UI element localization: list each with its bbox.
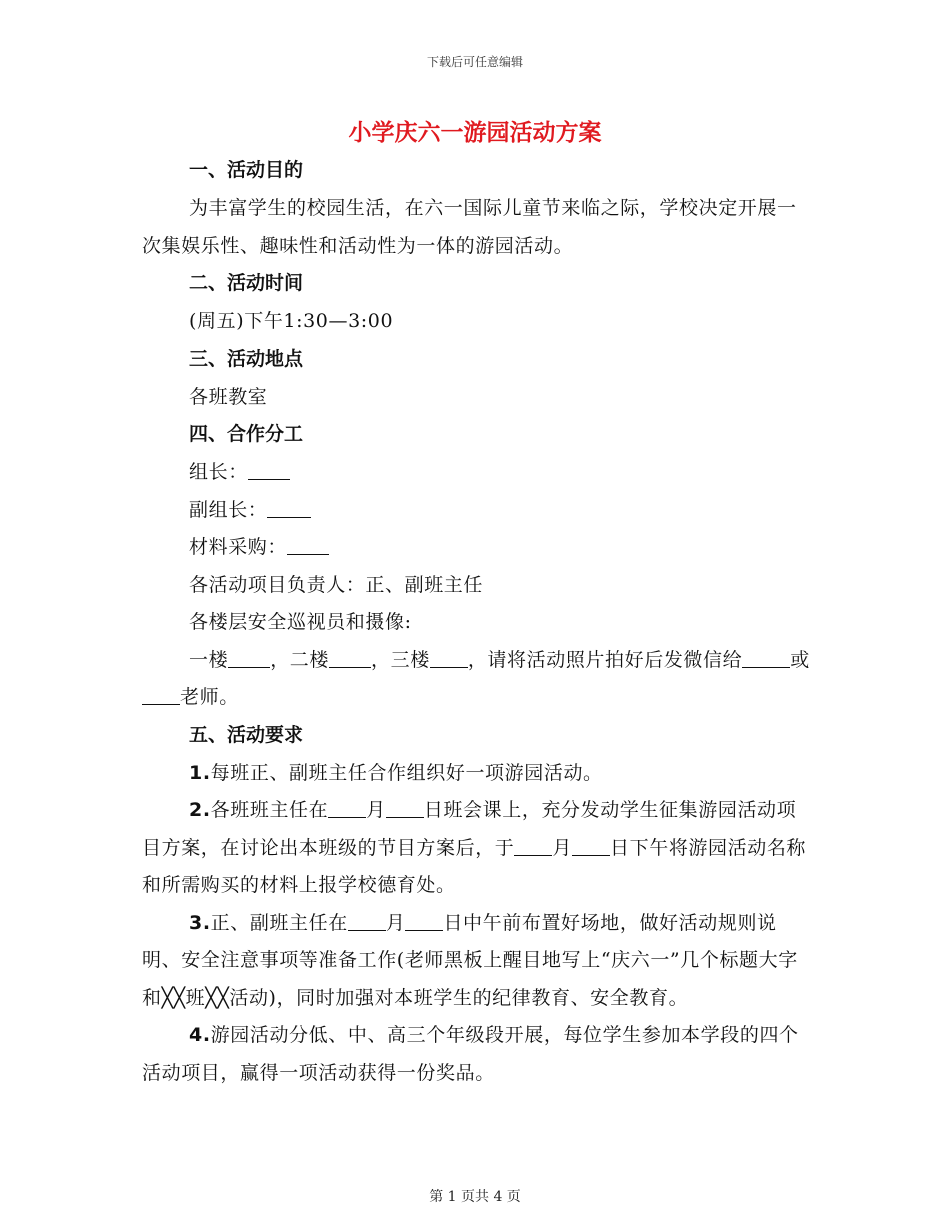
header-note: 下载后可任意编辑 [426, 55, 523, 69]
requirement-text: 日下午将游园活动名称和所需购买的材料上报学校德育处。 [142, 836, 807, 896]
section-heading-purpose: 一、活动目的 [189, 159, 304, 181]
or-text: 或 [790, 648, 810, 671]
floor2-text: ，二楼 [270, 648, 330, 671]
deputy-label: 副组长： [189, 498, 268, 521]
blank-underline [514, 835, 552, 856]
requirement-text: 每班正、副班主任合作组织好一项游园活动。 [210, 761, 603, 784]
blank-underline [386, 797, 424, 818]
deputy-line [142, 492, 810, 530]
purchase-label: 材料采购： [189, 536, 288, 558]
project-owner-line: 各活动项目负责人：正、副班主任 [189, 573, 484, 596]
blank-underline [228, 647, 270, 668]
section-heading-location: 三、活动地点 [189, 347, 304, 370]
requirement-4 [142, 1017, 810, 1092]
requirement-number: 1. [189, 761, 211, 784]
leader-line [142, 454, 810, 492]
section-heading-requirements: 五、活动要求 [189, 723, 304, 746]
blank-underline [572, 835, 610, 856]
document-title: 小学庆六一游园活动方案 [348, 120, 602, 146]
requirement-number: 2. [189, 799, 211, 821]
requirement-number: 3. [189, 911, 211, 934]
blank-underline [267, 497, 311, 518]
blank-underline [328, 797, 366, 818]
requirement-text: 日中午前布置好场地，做好活动规则说明、安全注意事项等准备工作(老师黑板上醒目地写上“庆六一”几个标题大字和╳╳班╳╳活动)，同时加强对本班学生的纪律教育、安全教育。 [142, 911, 798, 1009]
time-paragraph: (周五)下午1:30—3:00 [189, 310, 394, 332]
blank-underline [405, 910, 443, 931]
blank-underline [430, 647, 468, 668]
requirement-2 [142, 792, 810, 905]
document-body [142, 152, 810, 1092]
section-heading-division: 四、合作分工 [189, 423, 304, 445]
requirement-text: 日班会课上，充分发动学生征集游园活动项目方案，在讨论出本班级的节目方案后，于 [142, 799, 797, 859]
floor3-text: ，三楼 [371, 648, 430, 671]
patrol-line: 各楼层安全巡视员和摄像: [189, 611, 412, 633]
month-text: 月 [366, 799, 386, 821]
teacher-text: 老师。 [180, 686, 239, 708]
month-text: 月 [552, 836, 573, 859]
requirement-text: 正、副班主任在 [210, 911, 348, 934]
section-heading-time: 二、活动时间 [189, 272, 304, 294]
blank-underline [754, 647, 790, 668]
page-footer: 第 1 页共 4 页 [429, 1189, 521, 1205]
blank-underline [742, 647, 754, 668]
floor-assignment-paragraph [142, 642, 810, 717]
requirement-number: 4. [189, 1024, 211, 1046]
blank-underline [287, 534, 329, 555]
requirement-1 [142, 755, 810, 793]
blank-underline [142, 684, 180, 705]
requirement-text: 各班班主任在 [210, 799, 329, 821]
blank-underline [248, 459, 290, 480]
blank-underline [329, 647, 371, 668]
photo-text: ，请将活动照片拍好后发微信给 [467, 648, 743, 671]
requirement-text: 游园活动分低、中、高三个年级段开展，每位学生参加本学段的四个活动项目，赢得一项活动获得一份奖品。 [142, 1024, 799, 1084]
floor1-text: 一楼 [189, 648, 229, 671]
leader-label: 组长： [189, 461, 248, 483]
requirement-3 [142, 905, 810, 1018]
purpose-paragraph: 为丰富学生的校园生活，在六一国际儿童节来临之际，学校决定开展一次集娱乐性、趣味性和活动性为一体的游园活动。 [142, 197, 797, 257]
blank-underline [348, 910, 386, 931]
month-text: 月 [385, 911, 406, 934]
purchase-line [142, 529, 810, 567]
location-paragraph: 各班教室 [189, 385, 268, 408]
